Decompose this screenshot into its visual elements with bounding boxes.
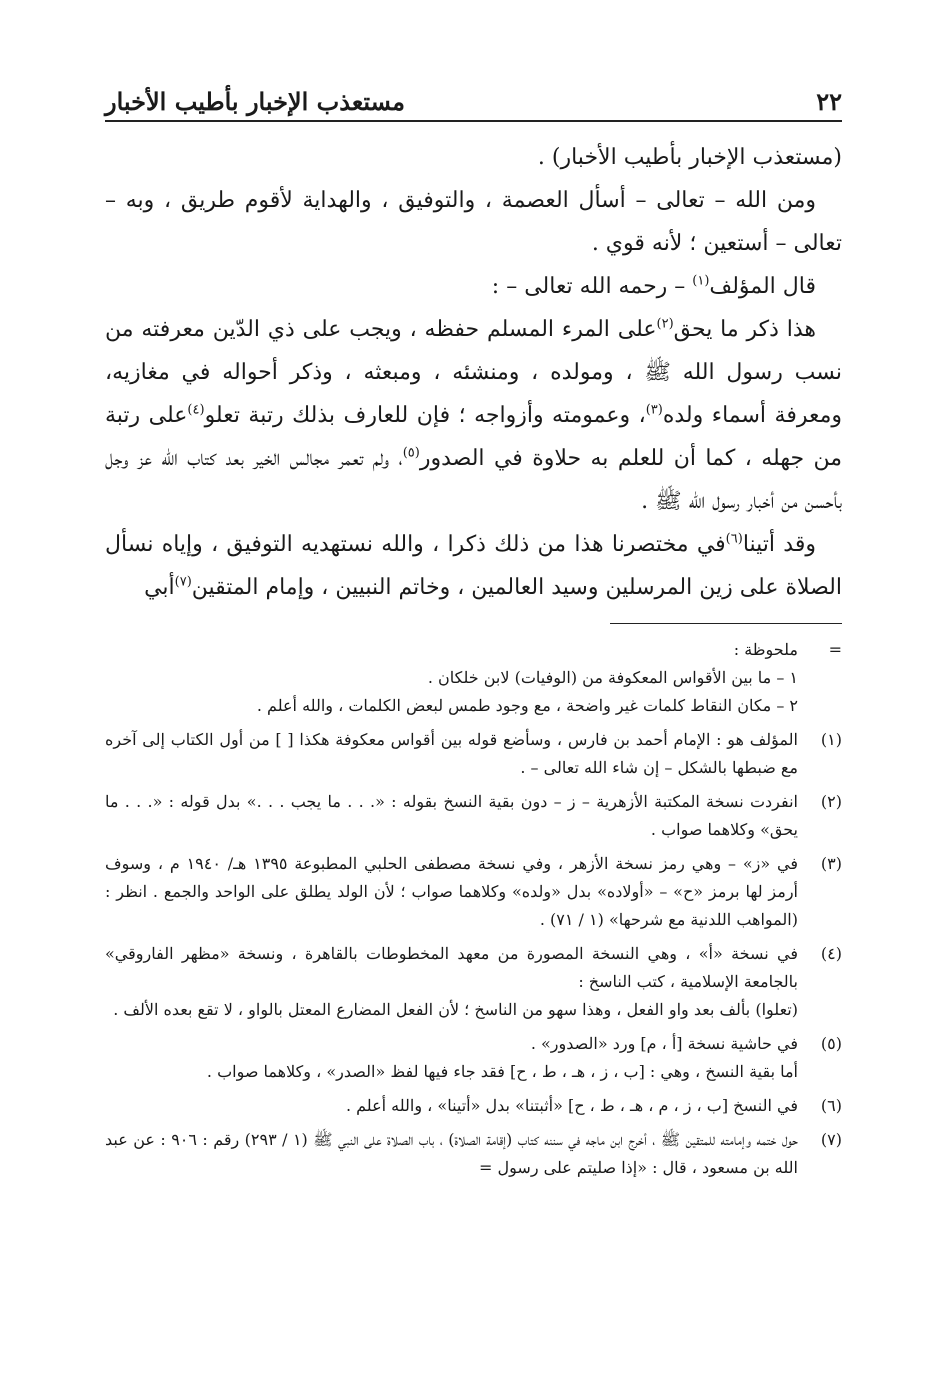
- footnote-text: انفردت نسخة المكتبة الأزهرية – ز – دون بقية النسخ بقوله : «. . . ما يجب . . .» بدل قوله : «. . . ما يحق» وكلاهما صواب .: [105, 792, 798, 839]
- footnote-item: [105, 1030, 842, 1086]
- footnote-ref: (٢): [656, 316, 674, 332]
- footnote-text: في حاشية نسخة [أ ، م] ورد «الصدور» .: [530, 1034, 798, 1053]
- footnote-mark: (٣): [820, 854, 842, 873]
- footnote-ref: (٥): [402, 445, 420, 461]
- footnote-item: [105, 726, 842, 782]
- footnote-item: [105, 788, 842, 844]
- note-item: ٢ – مكان النقاط كلمات غير واضحة ، مع وجود طمس لبعض الكلمات ، والله أعلم .: [256, 696, 798, 715]
- running-header: [105, 80, 842, 116]
- footnote-mark: (١): [820, 730, 842, 749]
- footnote-text: في نسخة «أ» ، وهي النسخة المصورة من معهد المخطوطات بالقاهرة ، ونسخة «مظهر الفاروقي» بالجامعة الإسلامية ، كتب الناسخ :: [105, 944, 798, 991]
- footnote-item: [105, 850, 842, 934]
- footnote-text: حول ختمه وإمامته للمتقين ﷺ ، أخرج ابن ماجه في سننه كتاب (إقامة الصلاة) ، باب الصلاة على النبي ﷺ (١ / ٢٩٣) رقم : ٩٠٦ : عن عبد الله بن مسعود ، قال : «إذا صليتم على رسول =: [105, 1130, 799, 1177]
- footnote-text: في النسخ [ب ، ز ، م ، هـ ، ط ، ح] «أثبتنا» بدل «أتينا» ، والله أعلم .: [345, 1096, 798, 1115]
- body-paragraph: ومن الله – تعالى – أسأل العصمة ، والتوفيق ، والهداية لأقوم طريق ، وبه – تعالى – أستعين ؛ لأنه قوي .: [105, 188, 842, 256]
- footnote-ref: (٤): [187, 402, 205, 418]
- footnote-mark: (٧): [820, 1130, 842, 1149]
- footnote-mark: (٢): [820, 792, 842, 811]
- body-paragraph: هذا ذكر ما يحق$^{(٢)}$على المرء المسلم حفظه ، ويجب على ذي الدّين معرفته من نسب رسول الله ﷺ ، ومولده ، ومنشئه ، ومبعثه ، وذكر أحواله في مغازيه، ومعرفة أسماء ولده$^{(٣)}$، وعمومته وأزواجه ؛ فإن للعارف بذلك رتبة تعلو$^{(٤)}$على رتبة من جهله ، كما أن للعلم به حلاوة في الصدور$^{(٥)}$، ولم تعمر مجالس الخير بعد كتاب الله عز وجل بأحسن من أخبار رسول الله ﷺ .: [105, 316, 843, 514]
- footnote-item: [105, 1092, 842, 1120]
- footnote-item: [105, 1126, 842, 1182]
- body-paragraph: قال المؤلف$^{(١)}$ – رحمه الله تعالى – :: [491, 273, 816, 299]
- footnote-text: المؤلف هو : الإمام أحمد بن فارس ، وسأضع قوله بين أقواس معكوفة هكذا [ ] من أول الكتاب إلى آخره مع ضبطها بالشكل – إن شاء الله تعالى – .: [105, 730, 798, 777]
- footnote-mark: (٤): [820, 944, 842, 963]
- footnote-text: في «ز» – وهي رمز نسخة الأزهر ، وفي نسخة مصطفى الحلبي المطبوعة ١٣٩٥ هـ/ ١٩٤٠ م ، وسوف أرمز لها برمز «ح» – «أولاده» بدل «ولده» وكلاهما صواب ؛ لأن الولد يطلق على الواحد والجمع . انظر : (المواهب اللدنية مع شرحها» (١ / ٧١) .: [105, 854, 798, 929]
- footnote-ref: (٦): [725, 531, 743, 547]
- note-item: ١ – ما بين الأقواس المعكوفة من (الوفيات) لابن خلكان .: [427, 668, 798, 687]
- body-line-title: (مستعذب الإخبار بأطيب الأخبار) .: [537, 145, 842, 170]
- page-number: ٢٢: [816, 87, 842, 116]
- main-text: [105, 136, 842, 609]
- footnote-ref: (١): [692, 273, 710, 289]
- footnotes: [105, 636, 842, 1182]
- footnote-ref: (٣): [645, 402, 663, 418]
- footnote-separator: [610, 623, 842, 624]
- footnote-text: أما بقية النسخ ، وهي : [ب ، ز ، هـ ، ط ، ح] فقد جاء فيها لفظ «الصدر» ، وكلاهما صواب .: [206, 1062, 798, 1081]
- footnote-mark: (٥): [820, 1034, 842, 1053]
- footnote-text: (تعلوا) بألف بعد واو الفعل ، وهذا سهو من الناسخ ؛ لأن الفعل المضارع المعتل بالواو ، لا تقع بعده الألف .: [113, 1000, 798, 1019]
- note-title: ملحوظة :: [733, 640, 798, 659]
- footnote-item: [105, 940, 842, 1024]
- header-rule: [105, 120, 842, 122]
- running-title: مستعذب الإخبار بأطيب الأخبار: [105, 87, 405, 116]
- footnote-note: [105, 636, 842, 720]
- continuation-mark: =: [828, 640, 842, 659]
- footnote-mark: (٦): [820, 1096, 842, 1115]
- footnote-ref: (٧): [174, 574, 192, 590]
- body-paragraph: وقد أتينا$^{(٦)}$في مختصرنا هذا من ذلك ذكرا ، والله نستهديه التوفيق ، وإياه نسأل الصلاة على زين المرسلين وسيد العالمين ، وخاتم النبيين ، وإمام المتقين$^{(٧)}$أبي: [105, 531, 842, 600]
